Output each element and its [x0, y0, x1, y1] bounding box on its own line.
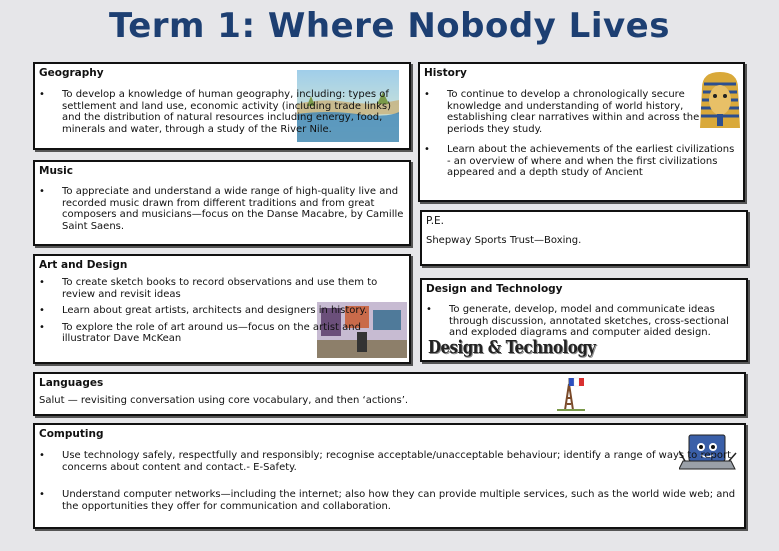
computing-heading: Computing: [39, 428, 104, 440]
computing-item: • Use technology safely, respectfully and responsibly; recognise acceptable/unacceptable behaviour; identify a range of ways to report concerns about content and contact.- E-Safety.: [35, 450, 744, 473]
art-design-heading: Art and Design: [39, 259, 128, 271]
design-technology-panel: [420, 278, 748, 362]
design-technology-heading: Design and Technology: [426, 283, 563, 295]
geography-panel: [33, 62, 411, 150]
geography-item: • To develop a knowledge of human geography, including: types of settlement and land use, economic activity (including trade links) and the distribution of natural resources including energy, food, minerals and water, through a study of the River Nile.: [35, 89, 409, 135]
design-technology-item: • To generate, develop, model and communicate ideas through discussion, annotated sketches, cross-sectional and exploded diagrams and computer aided design.: [422, 304, 746, 339]
pe-heading: P.E.: [426, 215, 445, 227]
art-design-panel: [33, 254, 411, 364]
history-heading: History: [424, 67, 467, 79]
music-item: • To appreciate and understand a wide range of high-quality live and recorded music drawn from different traditions and from great composers and musicians—focus on the Danse Macabre, by Camille Saint Saens.: [35, 186, 409, 232]
pe-text: Shepway Sports Trust—Boxing.: [426, 235, 582, 246]
computing-panel: [33, 423, 746, 529]
art-design-item: • Learn about great artists, architects and designers in history.: [35, 305, 409, 317]
languages-panel: [33, 372, 746, 416]
eiffel-tower-flag-image: [555, 376, 587, 412]
history-item: • Learn about the achievements of the earliest civilizations - an overview of where and when the first civilizations appeared and a depth study of Ancient: [420, 144, 743, 179]
design-technology-logo: Design & Technology: [428, 336, 596, 358]
page-title: Term 1: Where Nobody Lives: [109, 6, 670, 46]
pe-panel: [420, 210, 748, 266]
history-panel: [418, 62, 745, 202]
languages-text: Salut — revisiting conversation using core vocabulary, and then ‘actions’.: [39, 395, 409, 406]
computing-item: • Understand computer networks—including the internet; also how they can provide multiple services, such as the world wide web; and the opportunities they offer for communication and collaboration.: [35, 489, 744, 512]
art-design-item: • To explore the role of art around us—focus on the artist and illustrator Dave McKean: [35, 322, 409, 345]
art-design-item: • To create sketch books to record observations and use them to review and revisit ideas: [35, 277, 409, 300]
music-panel: [33, 160, 411, 246]
history-item: • To continue to develop a chronologically secure knowledge and understanding of world history, establishing clear narratives within and across the periods they study.: [420, 89, 743, 135]
languages-heading: Languages: [39, 377, 104, 389]
music-heading: Music: [39, 165, 73, 177]
geography-heading: Geography: [39, 67, 104, 79]
